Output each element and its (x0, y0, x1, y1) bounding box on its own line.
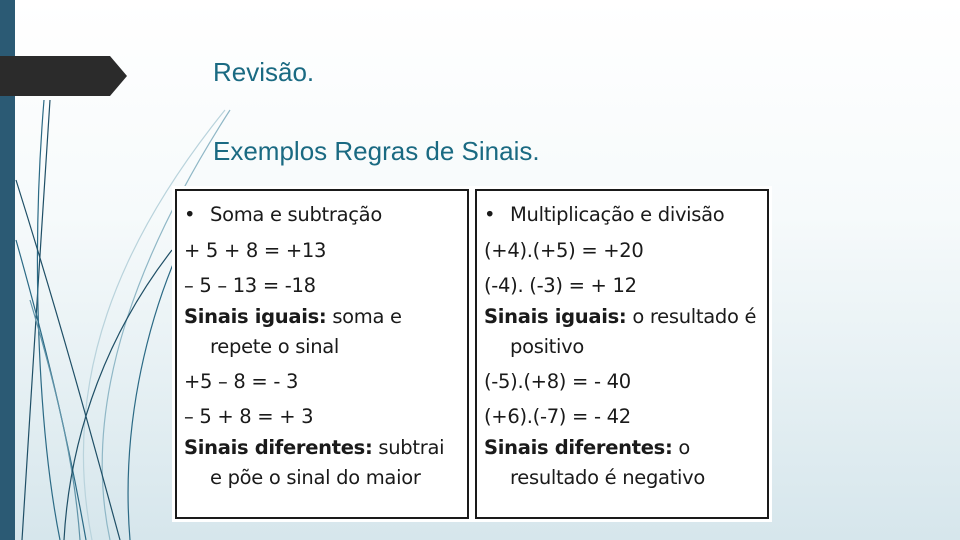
right-column-multiplication (475, 189, 769, 519)
left-rule-equal-signs: Sinais iguais: soma e (184, 304, 402, 328)
right-rule-different-signs: Sinais diferentes: o (484, 435, 691, 459)
right-example-2: (-4). (-3) = + 12 (484, 274, 637, 297)
right-example-3: (-5).(+8) = - 40 (484, 369, 631, 393)
title-marker-arrow (0, 56, 127, 96)
sign-rules-table (172, 186, 772, 522)
right-rule-equal-signs: Sinais iguais: o resultado é (484, 304, 757, 328)
right-rule-equal-signs-cont: positivo (510, 334, 585, 358)
left-example-1: + 5 + 8 = +13 (184, 238, 327, 262)
left-column-addition (175, 189, 469, 519)
right-heading: • Multiplicação e divisão (484, 197, 767, 233)
left-rule-different-signs: Sinais diferentes: subtrai (184, 435, 445, 459)
slide-subtitle: Exemplos Regras de Sinais. (213, 136, 540, 166)
bullet: • (484, 203, 496, 226)
slide-title: Revisão. (213, 57, 315, 87)
left-rule-different-signs-cont: e põe o sinal do maior (210, 465, 421, 489)
left-rule-equal-signs-cont: repete o sinal (210, 334, 340, 358)
left-example-3: +5 – 8 = - 3 (184, 369, 299, 393)
left-example-2: – 5 – 13 = -18 (184, 274, 316, 297)
bullet: • (184, 203, 196, 226)
right-example-1: (+4).(+5) = +20 (484, 238, 644, 262)
right-rule-different-signs-cont: resultado é negativo (510, 465, 706, 489)
left-heading: • Soma e subtração (184, 197, 467, 233)
left-example-4: – 5 + 8 = + 3 (184, 405, 314, 428)
right-example-4: (+6).(-7) = - 42 (484, 405, 631, 428)
